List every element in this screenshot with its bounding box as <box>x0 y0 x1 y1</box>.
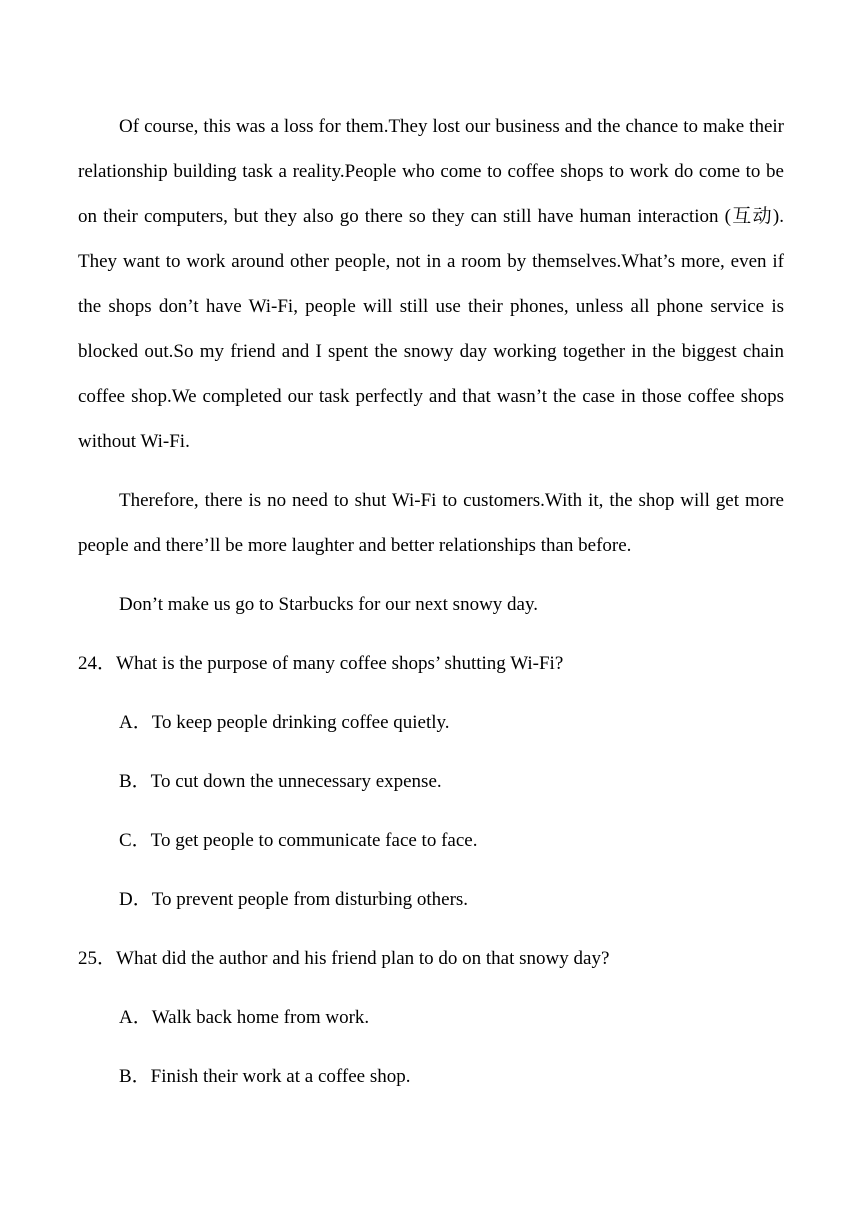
option-d: D．To prevent people from disturbing others. <box>119 889 469 910</box>
question-25 <box>78 936 784 1099</box>
question-text: What is the purpose of many coffee shops’ shutting Wi-Fi? <box>116 653 564 674</box>
question-24 <box>78 641 784 922</box>
option-a: A．To keep people drinking coffee quietly. <box>119 712 450 733</box>
question-number: 25． <box>78 948 117 969</box>
question-stem <box>78 936 784 981</box>
question-number: 24． <box>78 653 117 674</box>
passage-paragraph-2: Therefore, there is no need to shut Wi-Fi to customers.With it, the shop will get more people and there’ll be more laughter and better relationships than before. <box>78 490 784 556</box>
option-a: A．Walk back home from work. <box>119 1007 370 1028</box>
option-c: C．To get people to communicate face to face. <box>119 830 478 851</box>
question-text: What did the author and his friend plan to do on that snowy day? <box>116 948 610 969</box>
question-stem <box>78 641 784 686</box>
passage-paragraph-3: Don’t make us go to Starbucks for our next snowy day. <box>119 594 538 615</box>
option-b: B．To cut down the unnecessary expense. <box>119 771 442 792</box>
passage-paragraph-1: Of course, this was a loss for them.They lost our business and the chance to make their relationship building task a reality.People who come to coffee shops to work do come to be on their computers, but they also go there so they can still have human interaction (互动). They want to work around other people, not in a room by themselves.What’s more, even if the shops don’t have Wi-Fi, people will still use their phones, unless all phone service is blocked out.So my friend and I spent the snowy day working together in the biggest chain coffee shop.We completed our task perfectly and that wasn’t the case in those coffee shops without Wi-Fi. <box>78 116 784 452</box>
option-b: B．Finish their work at a coffee shop. <box>119 1066 411 1087</box>
document-page <box>78 104 784 1099</box>
